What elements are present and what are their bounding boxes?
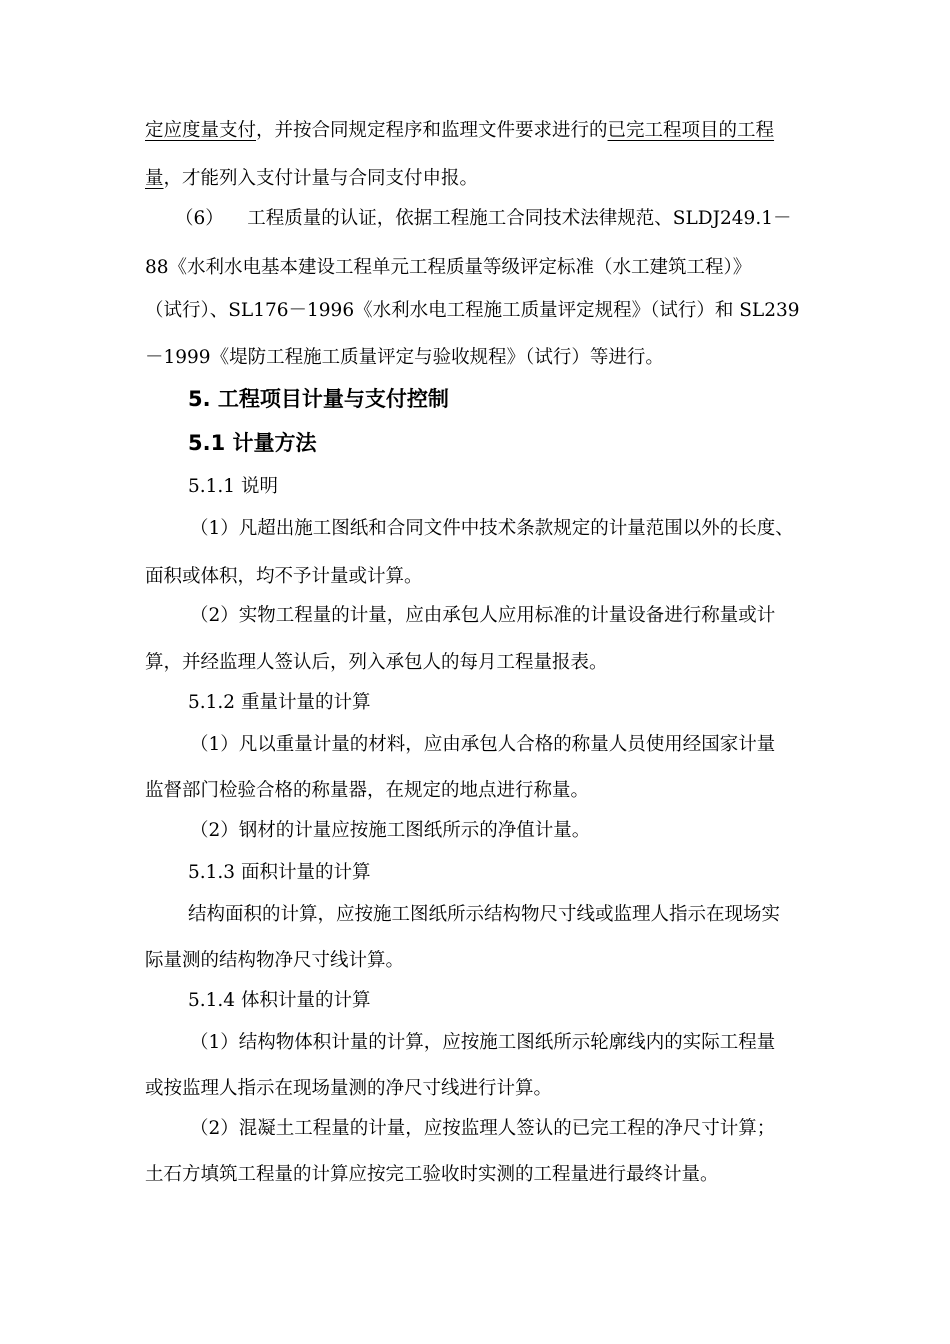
text-line: 或按监理人指示在现场量测的净尺寸线进行计算。: [145, 1078, 553, 1099]
clause-heading: 5.1.3 面积计量的计算: [188, 862, 371, 883]
text-line: （1）结构物体积计量的计算，应按施工图纸所示轮廓线内的实际工程量: [190, 1032, 776, 1053]
text-line: （2）钢材的计量应按施工图纸所示的净值计量。: [190, 820, 591, 841]
text-line: 土石方填筑工程量的计算应按完工验收时实测的工程量进行最终计量。: [145, 1164, 719, 1185]
text-line: 算，并经监理人签认后，列入承包人的每月工程量报表。: [145, 652, 608, 673]
clause-heading: 5.1.2 重量计量的计算: [188, 692, 371, 713]
text-line: 监督部门检验合格的称量器，在规定的地点进行称量。: [145, 780, 590, 801]
clause-heading: 5.1.1 说明: [188, 476, 278, 497]
text-line: （2）混凝土工程量的计量，应按监理人签认的已完工程的净尺寸计算；: [190, 1118, 776, 1139]
text-line: 88《水利水电基本建设工程单元工程质量等级评定标准（水工建筑工程）》: [145, 257, 752, 278]
text-line: （1）凡超出施工图纸和合同文件中技术条款规定的计量范围以外的长度、: [190, 518, 794, 539]
text-line: [145, 118, 774, 144]
text-line: [145, 166, 478, 192]
underlined-term: 定应度量支付: [145, 120, 257, 141]
text-line: （1）凡以重量计量的材料，应由承包人合格的称量人员使用经国家计量: [190, 734, 776, 755]
text-line: （6） 工程质量的认证，依据工程施工合同技术法律规范、SLDJ249.1－: [175, 208, 792, 229]
text-line: －1999《堤防工程施工质量评定与验收规程》（试行）等进行。: [145, 347, 664, 368]
text-line: 际量测的结构物净尺寸线计算。: [145, 950, 405, 971]
underlined-term: 量: [145, 168, 164, 189]
text-line: 面积或体积，均不予计量或计算。: [145, 566, 423, 587]
text-line: （2）实物工程量的计量，应由承包人应用标准的计量设备进行称量或计: [190, 605, 776, 626]
text-line: （试行）、SL176－1996《水利水电工程施工质量评定规程》（试行）和 SL239: [145, 300, 800, 321]
text-run: ，才能列入支付计量与合同支付申报。: [163, 168, 479, 189]
text-line: 结构面积的计算，应按施工图纸所示结构物尺寸线或监理人指示在现场实: [188, 904, 781, 925]
subsection-heading: 5.1 计量方法: [188, 431, 317, 455]
clause-heading: 5.1.4 体积计量的计算: [188, 990, 371, 1011]
text-run: ，并按合同规定程序和监理文件要求进行的: [256, 120, 608, 141]
section-heading: 5. 工程项目计量与支付控制: [188, 387, 449, 411]
underlined-term: 已完工程项目的工程: [607, 120, 775, 141]
